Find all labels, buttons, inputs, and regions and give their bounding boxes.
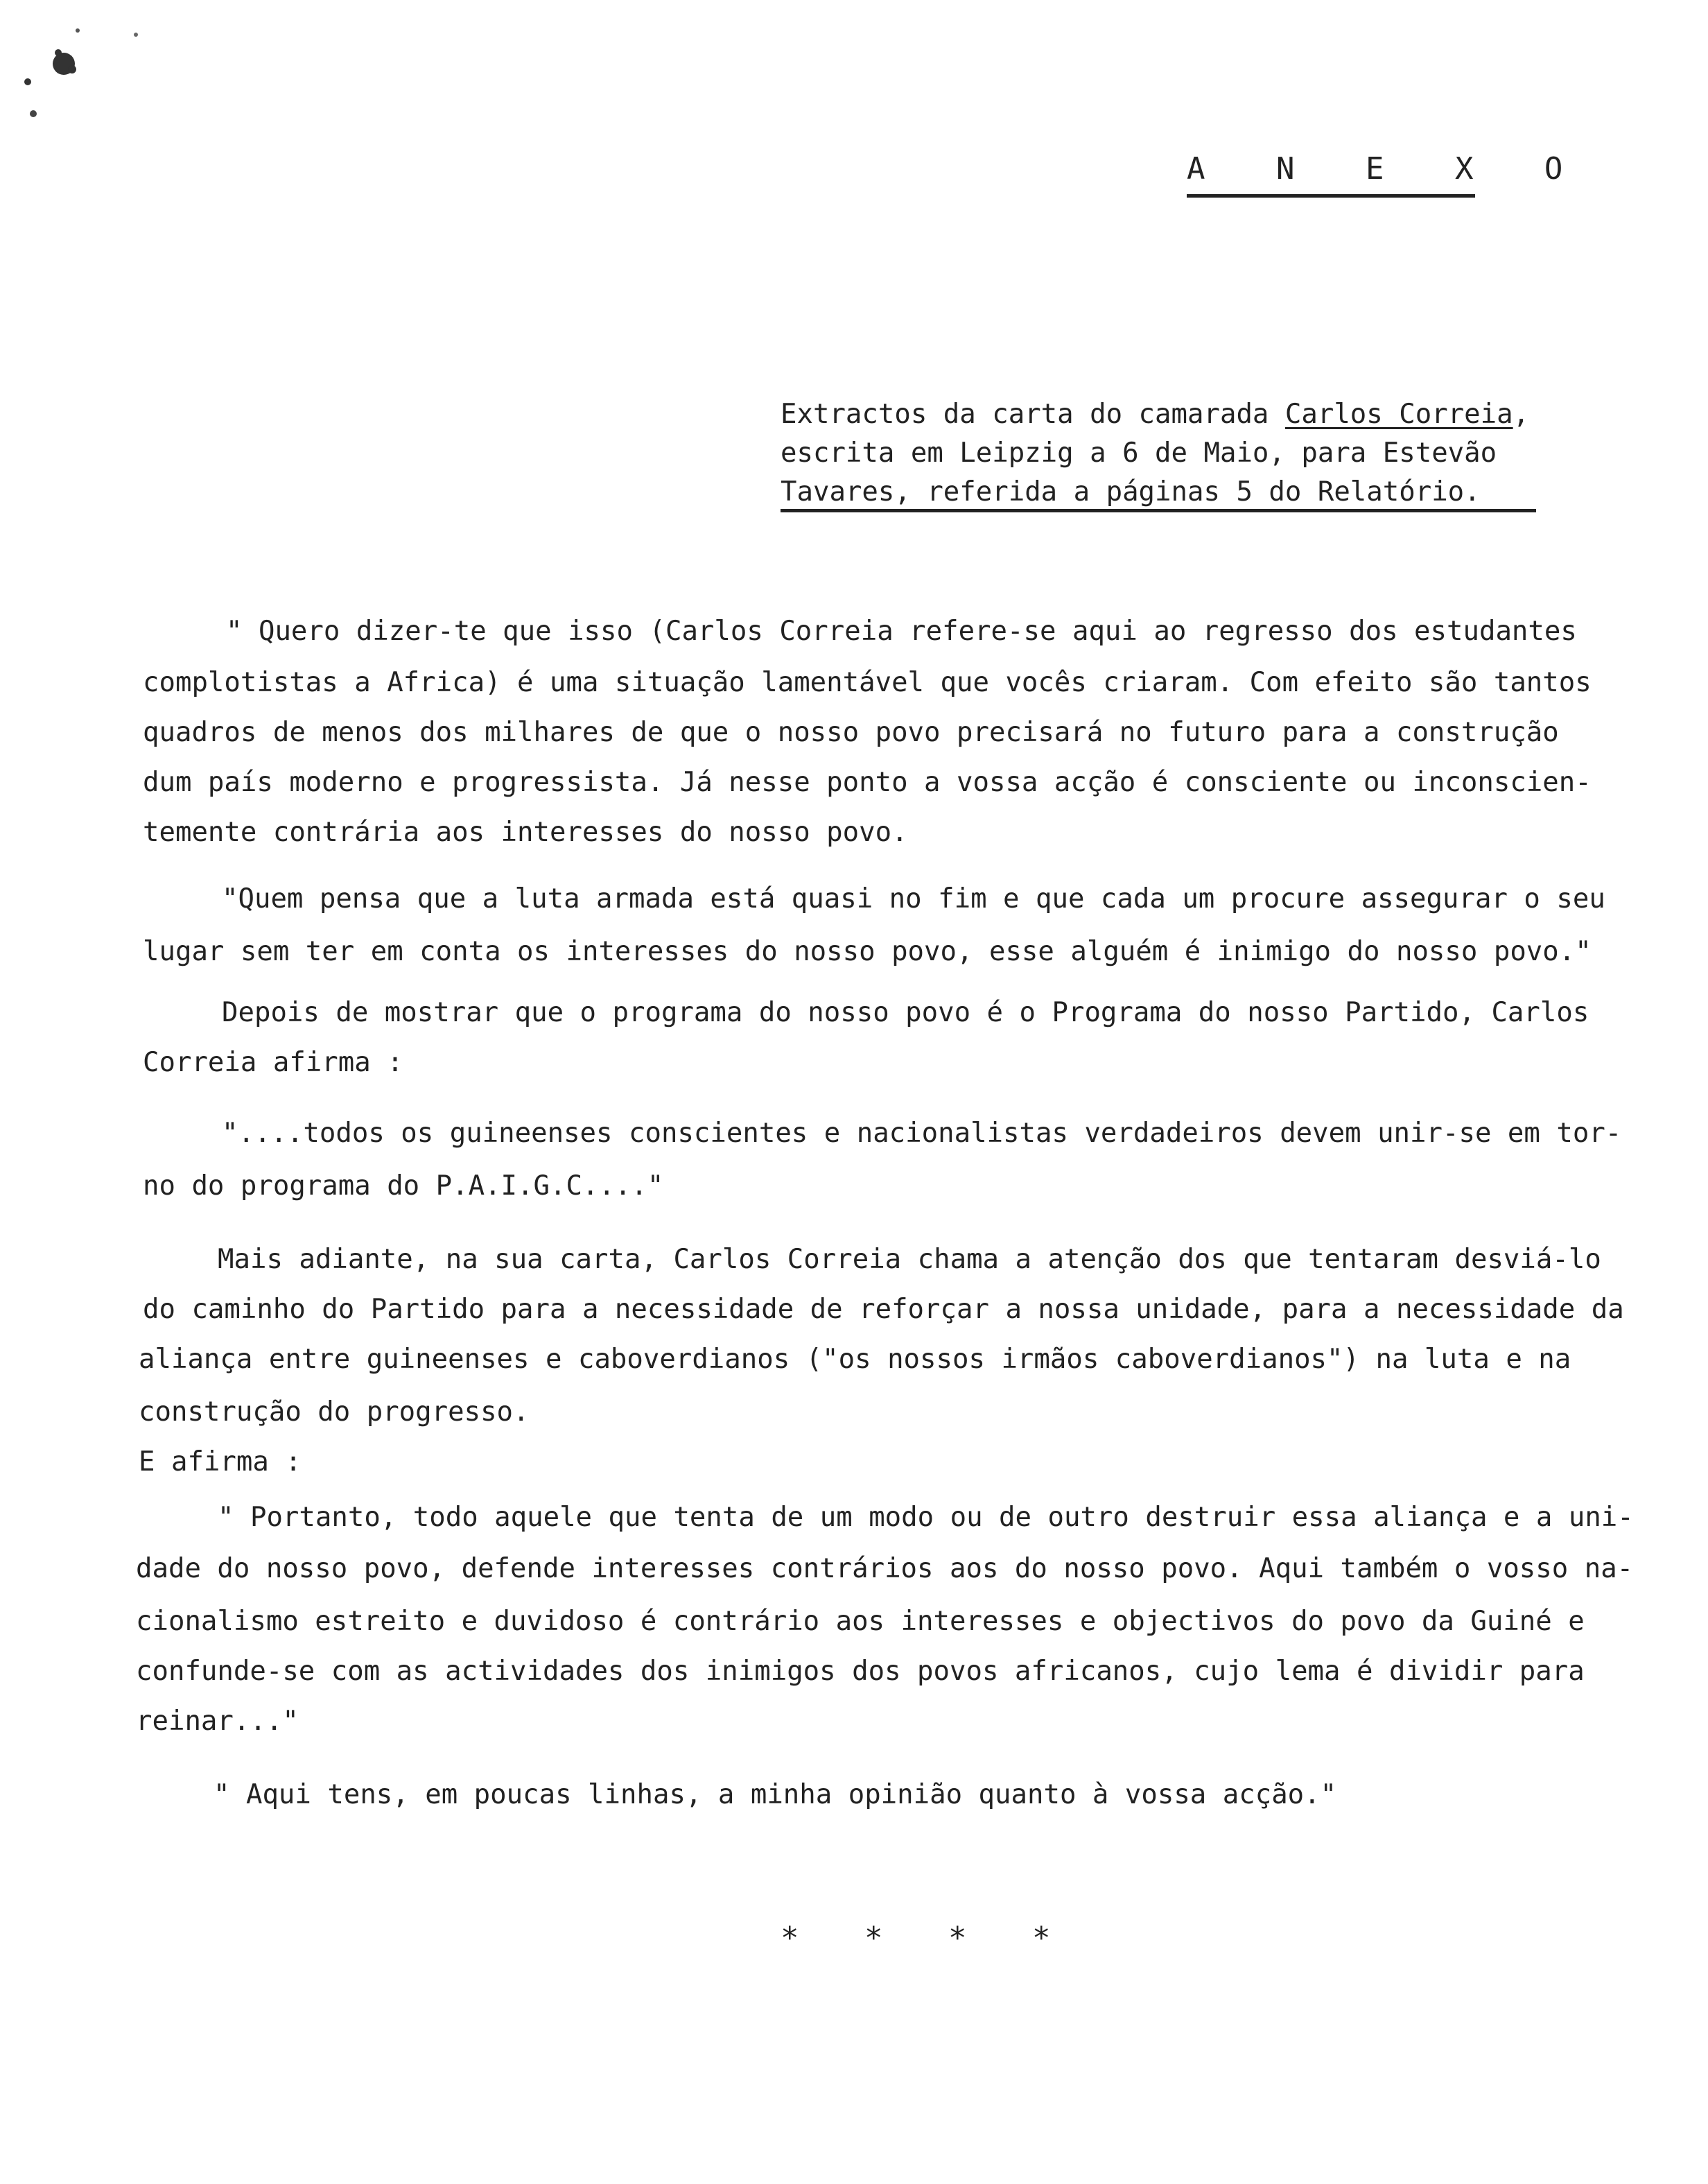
reference-line-2: escrita em Leipzig a 6 de Maio, para Estevão [781,437,1497,469]
body-line: aliança entre guineenses e caboverdianos ("os nossos irmãos caboverdianos") na luta e na [139,1344,1571,1375]
body-line: Correia afirma : [143,1047,403,1078]
closing-asterisks: * * * * [781,1921,1074,1956]
body-line: reinar..." [136,1706,299,1737]
body-line: "....todos os guineenses conscientes e nacionalistas verdadeiros devem unir-se em tor- [222,1118,1622,1149]
body-line: E afirma : [139,1446,302,1477]
reference-underline [781,509,1536,512]
body-line: lugar sem ter em conta os interesses do nosso povo, esse alguém é inimigo do nosso povo." [143,936,1592,967]
body-line: " Quero dizer-te que isso (Carlos Correia refere-se aqui ao regresso dos estudantes [226,616,1577,647]
body-line: Depois de mostrar que o programa do nosso povo é o Programa do nosso Partido, Carlos [222,997,1589,1028]
body-line: dade do nosso povo, defende interesses contrários aos do nosso povo. Aqui também o vosso na- [136,1553,1634,1584]
body-line: "Quem pensa que a luta armada está quasi no fim e que cada um procure assegurar o seu [222,883,1605,915]
body-line: confunde-se com as actividades dos inimigos dos povos africanos, cujo lema é dividir para [136,1656,1585,1687]
body-line: temente contrária aos interesses do nosso povo. [143,817,908,848]
reference-line-1 [781,395,1536,434]
reference-block [781,395,1536,512]
reference-name: Carlos Correia [1284,399,1513,430]
body-line: Mais adiante, na sua carta, Carlos Correia chama a atenção dos que tentaram desviá-lo [218,1244,1601,1275]
body-line: complotistas a Africa) é uma situação lamentável que vocês criaram. Com efeito são tantos [143,667,1592,698]
body-line: construção do progresso. [139,1396,530,1428]
body-line: no do programa do P.A.I.G.C...." [143,1170,664,1202]
title-underline [1187,194,1475,198]
body-line: cionalismo estreito e duvidoso é contrário aos interesses e objectivos do povo da Guiné e [136,1606,1585,1637]
body-line: " Aqui tens, em poucas linhas, a minha opinião quanto à vossa acção." [214,1779,1337,1810]
body-line: dum país moderno e progressista. Já nesse ponto a vossa acção é consciente ou inconscien- [143,767,1592,798]
body-line: do caminho do Partido para a necessidade de reforçar a nossa unidade, para a necessidade da [143,1294,1624,1325]
reference-prefix: Extractos da carta do camarada [781,399,1285,430]
reference-line-3: Tavares, referida a páginas 5 do Relatório. [781,476,1481,508]
annex-title: A N E X O [1187,151,1589,187]
reference-suffix: , [1513,399,1530,430]
scan-specks-decoration [0,0,152,139]
body-line: " Portanto, todo aquele que tenta de um modo ou de outro destruir essa aliança e a uni- [218,1502,1634,1533]
body-line: quadros de menos dos milhares de que o nosso povo precisará no futuro para a construção [143,717,1559,748]
